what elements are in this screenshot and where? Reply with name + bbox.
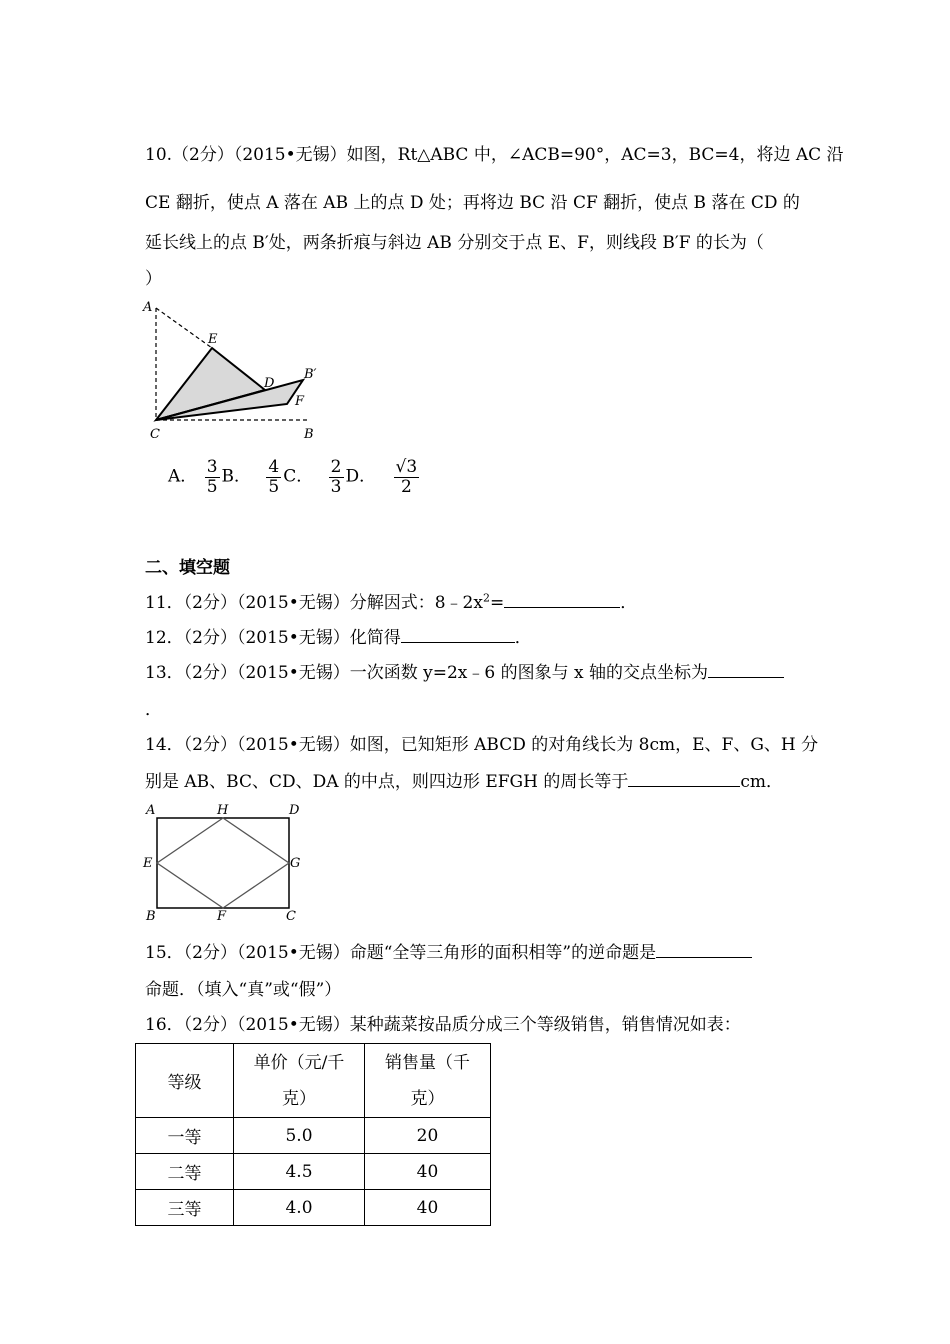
q10-label-d: D — [264, 376, 275, 391]
q11-answer-blank[interactable] — [504, 591, 620, 608]
q12-answer-blank[interactable] — [401, 626, 515, 643]
header-volume-line1: 销售量（千 — [385, 1052, 470, 1073]
q10-options — [168, 458, 421, 496]
table-cell: 三等 — [136, 1190, 234, 1226]
q10-label-e: E — [208, 332, 218, 347]
q15-line-2: 命题．（填入“真”或“假”） — [145, 980, 342, 1000]
q10-label-f: F — [295, 394, 305, 409]
q14-rectangle-figure — [140, 800, 310, 922]
option-c-denominator: 3 — [330, 476, 342, 497]
header-price — [234, 1044, 365, 1118]
q10-label-c: C — [150, 427, 160, 442]
option-a-denominator: 5 — [206, 476, 218, 497]
table-cell: 一等 — [136, 1118, 234, 1154]
table-cell: 4.5 — [234, 1154, 365, 1190]
q10-line-4: ） — [145, 269, 162, 289]
q15-line-1 — [145, 938, 752, 963]
option-a-fraction — [205, 458, 220, 496]
q14-answer-blank[interactable] — [628, 770, 740, 787]
q14-unit: cm． — [740, 772, 784, 792]
option-d-fraction — [394, 458, 420, 496]
option-d-radicand: 3 — [406, 457, 418, 477]
q14-label-c: C — [286, 909, 296, 922]
q16-sales-table — [135, 1043, 491, 1226]
q11-equals: = — [489, 593, 505, 613]
q14-label-a: A — [146, 803, 156, 818]
q14-label-f: F — [217, 909, 227, 922]
table-cell: 4.0 — [234, 1190, 365, 1226]
q14-label-d: D — [289, 803, 300, 818]
q11-text: 11．（2分）（2015•无锡）分解因式：8﹣2x — [145, 593, 483, 613]
radical-sign: √ — [395, 457, 407, 477]
option-a-label: A． — [168, 466, 198, 487]
q14-label-h: H — [217, 803, 229, 818]
table-cell: 20 — [365, 1118, 491, 1154]
q10-label-b: B — [304, 427, 314, 442]
q11-line — [145, 588, 637, 613]
option-b-numerator: 4 — [268, 457, 280, 477]
option-b-denominator: 5 — [268, 476, 280, 497]
section-title: 二、填空题 — [145, 558, 230, 578]
option-c-numerator: 2 — [330, 457, 342, 477]
table-cell: 40 — [365, 1190, 491, 1226]
q11-exponent: 2 — [482, 591, 490, 605]
q12-end: ． — [514, 628, 532, 648]
header-volume — [365, 1044, 491, 1118]
table-cell: 40 — [365, 1154, 491, 1190]
table-row — [136, 1118, 491, 1154]
q16-line: 16．（2分）（2015•无锡）某种蔬菜按品质分成三个等级销售，销售情况如表： — [145, 1015, 741, 1035]
header-volume-line2: 克） — [410, 1088, 445, 1109]
table-cell: 5.0 — [234, 1118, 365, 1154]
q13-answer-blank[interactable] — [708, 661, 784, 678]
q14-label-e: E — [143, 856, 153, 871]
q13-end: ． — [145, 700, 162, 720]
q10-line-1: 10.（2分）（2015•无锡）如图，Rt△ABC 中，∠ACB=90°，AC=3，BC=4，将边 AC 沿 — [145, 145, 844, 165]
table-row — [136, 1154, 491, 1190]
option-c-fraction — [329, 458, 344, 496]
header-grade: 等级 — [136, 1044, 234, 1118]
q14-label-g: G — [290, 856, 301, 871]
q11-end: ． — [620, 593, 638, 613]
q12-text: 12．（2分）（2015•无锡）化简得 — [145, 628, 401, 648]
table-cell: 二等 — [136, 1154, 234, 1190]
q15-text: 15．（2分）（2015•无锡）命题“全等三角形的面积相等”的逆命题是 — [145, 943, 657, 963]
q14-line-2 — [145, 767, 783, 792]
option-d-label: D． — [345, 466, 377, 487]
option-a-numerator: 3 — [206, 457, 218, 477]
q10-label-bp: B′ — [304, 367, 317, 382]
option-d-denominator: 2 — [400, 476, 412, 497]
q14-line-1: 14．（2分）（2015•无锡）如图，已知矩形 ABCD 的对角线长为 8cm，E、F、G、H 分 — [145, 735, 819, 755]
q10-line-2: CE 翻折，使点 A 落在 AB 上的点 D 处；再将边 BC 沿 CF 翻折，使点 B 落在 CD 的 — [145, 193, 800, 213]
q10-label-a: A — [143, 300, 153, 315]
option-b-fraction — [266, 458, 281, 496]
q10-fold-figure — [140, 296, 330, 446]
header-price-line2: 克） — [282, 1088, 316, 1109]
q13-line — [145, 658, 784, 683]
q14-label-b: B — [146, 909, 156, 922]
q10-line-3: 延长线上的点 B′处，两条折痕与斜边 AB 分别交于点 E、F，则线段 B′F 的长为（ — [145, 233, 764, 253]
q15-answer-blank[interactable] — [656, 941, 752, 958]
option-c-label: C． — [283, 466, 314, 487]
table-header-row — [136, 1044, 491, 1118]
q12-line — [145, 623, 532, 648]
header-price-line1: 单价（元/千 — [253, 1052, 345, 1073]
q13-text: 13．（2分）（2015•无锡）一次函数 y=2x﹣6 的图象与 x 轴的交点坐标为 — [145, 663, 709, 683]
option-b-label: B． — [221, 466, 252, 487]
q14-text: 别是 AB、BC、CD、DA 的中点，则四边形 EFGH 的周长等于 — [145, 772, 629, 792]
table-row — [136, 1190, 491, 1226]
